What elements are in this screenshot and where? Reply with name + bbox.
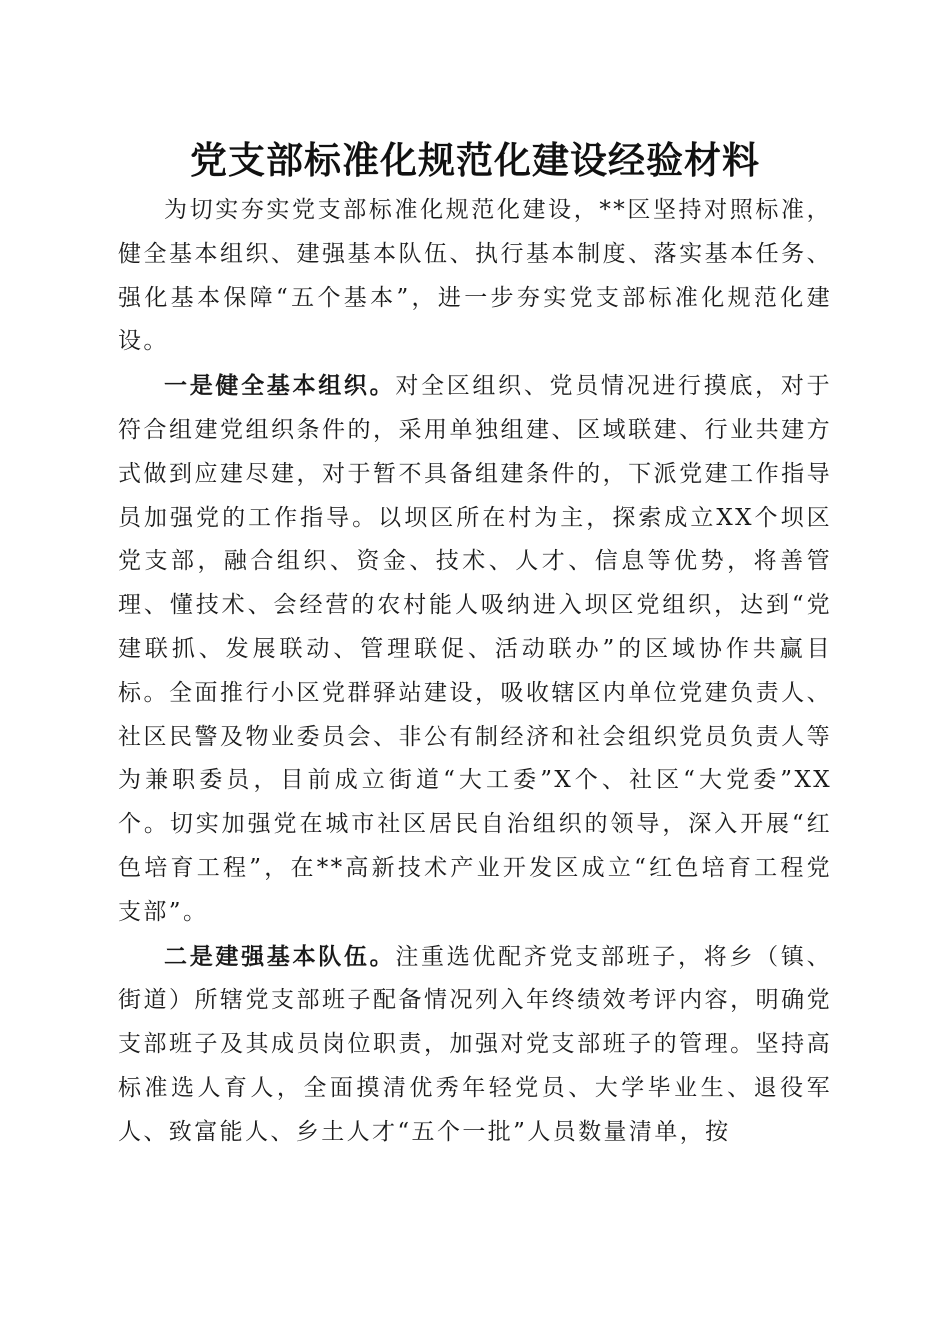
paragraph-lead: 二是建强基本队伍。 [164, 942, 396, 970]
paragraph-lead: 一是健全基本组织。 [164, 372, 396, 400]
paragraph-text: 注重选优配齐党支部班子，将乡（镇、街道）所辖党支部班子配备情况列入年终绩效考评内容，明确党支部班子及其成员岗位职责，加强对党支部班子的管理。坚持高标准选人育人，全面摸清优秀年轻党员、大学毕业生、退役军人、致富能人、乡土人才“五个一批”人员数量清单，按 [118, 943, 832, 1145]
document-body [118, 188, 832, 1155]
paragraph-basic-organization [118, 364, 832, 934]
document-title: 党支部标准化规范化建设经验材料 [190, 138, 760, 182]
paragraph-text: 对全区组织、党员情况进行摸底，对于符合组建党组织条件的，采用单独组建、区域联建、行业共建方式做到应建尽建，对于暂不具备组建条件的，下派党建工作指导员加强党的工作指导。以坝区所在村为主，探索成立XX个坝区党支部，融合组织、资金、技术、人才、信息等优势，将善管理、懂技术、会经营的农村能人吸纳进入坝区党组织，达到“党建联抓、发展联动、管理联促、活动联办”的区域协作共赢目标。全面推行小区党群驿站建设，吸收辖区内单位党建负责人、社区民警及物业委员会、非公有制经济和社会组织党员负责人等为兼职委员，目前成立街道“大工委”X个、社区“大党委”XX个。切实加强党在城市社区居民自治组织的领导，深入开展“红色培育工程”，在**高新技术产业开发区成立“红色培育工程党支部”。 [118, 373, 832, 925]
paragraph-text: 为切实夯实党支部标准化规范化建设，**区坚持对照标准，健全基本组织、建强基本队伍、执行基本制度、落实基本任务、强化基本保障“五个基本”，进一步夯实党支部标准化规范化建设。 [118, 197, 832, 355]
paragraph-intro [118, 188, 832, 364]
paragraph-basic-team [118, 935, 832, 1155]
